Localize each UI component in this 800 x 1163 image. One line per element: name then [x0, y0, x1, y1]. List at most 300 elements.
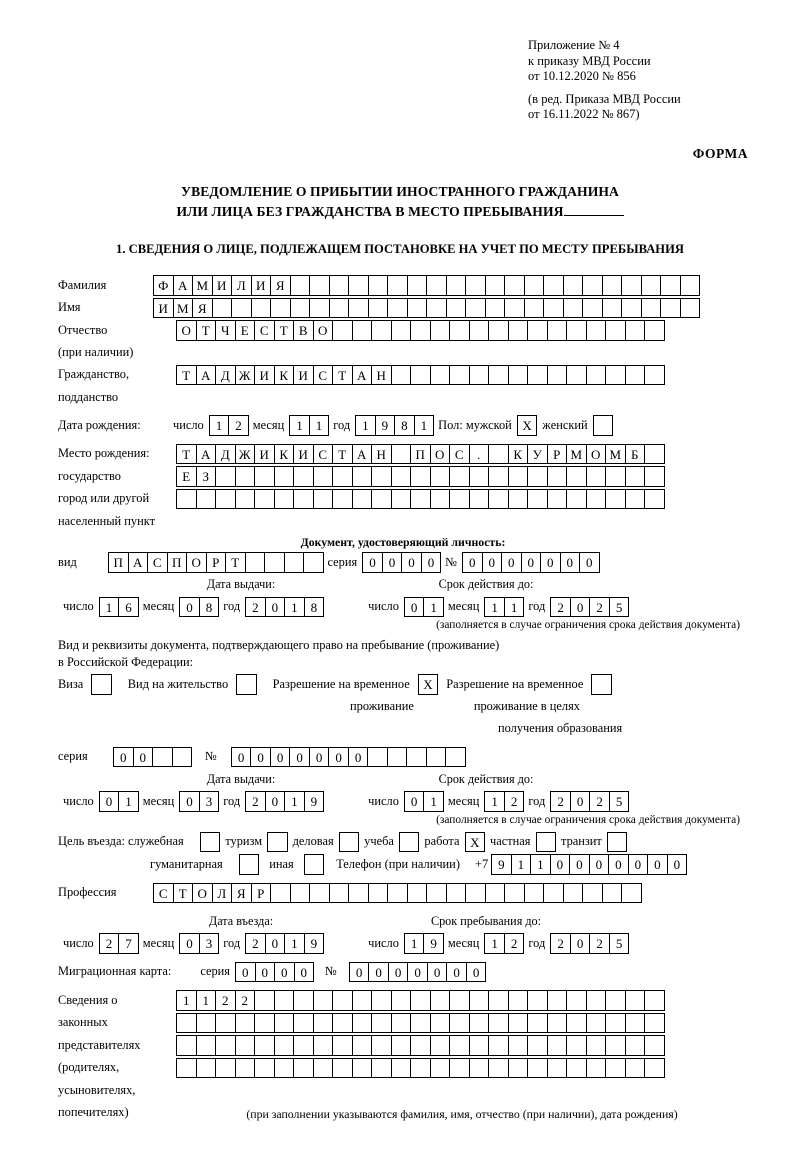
input-cell[interactable]: [274, 489, 295, 510]
input-cell[interactable]: [508, 1013, 529, 1034]
input-cell[interactable]: [543, 883, 564, 904]
input-cell[interactable]: [547, 1035, 568, 1056]
input-cell[interactable]: [660, 298, 681, 319]
input-cell[interactable]: [303, 552, 324, 573]
birthplace-input-row1[interactable]: [176, 444, 664, 465]
input-cell[interactable]: [410, 489, 431, 510]
input-cell[interactable]: 2: [215, 990, 236, 1011]
input-cell[interactable]: 1: [284, 597, 305, 618]
input-cell[interactable]: М: [192, 275, 213, 296]
input-cell[interactable]: О: [313, 320, 334, 341]
input-cell[interactable]: [547, 1013, 568, 1034]
edu-residence-checkbox[interactable]: [591, 674, 612, 695]
input-cell[interactable]: [644, 990, 665, 1011]
input-cell[interactable]: [410, 365, 431, 386]
doc-valid-day-input[interactable]: [404, 597, 443, 618]
input-cell[interactable]: [504, 883, 525, 904]
input-cell[interactable]: 0: [427, 962, 448, 983]
permit-issue-year-input[interactable]: [245, 791, 323, 812]
input-cell[interactable]: П: [108, 552, 129, 573]
input-cell[interactable]: [547, 320, 568, 341]
permit-issue-day-input[interactable]: [99, 791, 138, 812]
input-cell[interactable]: 2: [589, 597, 610, 618]
input-cell[interactable]: С: [254, 320, 275, 341]
input-cell[interactable]: А: [173, 275, 194, 296]
input-cell[interactable]: Ф: [153, 275, 174, 296]
input-cell[interactable]: [469, 1013, 490, 1034]
input-cell[interactable]: К: [274, 365, 295, 386]
input-cell[interactable]: [254, 1058, 275, 1079]
input-cell[interactable]: 1: [289, 415, 310, 436]
input-cell[interactable]: 1: [423, 791, 444, 812]
purpose-official-checkbox[interactable]: [200, 832, 221, 853]
input-cell[interactable]: 0: [250, 747, 271, 768]
input-cell[interactable]: [430, 466, 451, 487]
input-cell[interactable]: [469, 320, 490, 341]
input-cell[interactable]: 5: [609, 597, 630, 618]
input-cell[interactable]: 1: [484, 933, 505, 954]
input-cell[interactable]: 9: [375, 415, 396, 436]
input-cell[interactable]: [527, 1058, 548, 1079]
input-cell[interactable]: Т: [274, 320, 295, 341]
input-cell[interactable]: [391, 1058, 412, 1079]
input-cell[interactable]: 0: [570, 791, 591, 812]
input-cell[interactable]: [410, 1013, 431, 1034]
mc-number-input[interactable]: [349, 962, 486, 983]
input-cell[interactable]: [215, 1035, 236, 1056]
input-cell[interactable]: [215, 489, 236, 510]
input-cell[interactable]: 0: [388, 962, 409, 983]
input-cell[interactable]: [488, 320, 509, 341]
input-cell[interactable]: [410, 466, 431, 487]
input-cell[interactable]: [329, 298, 350, 319]
input-cell[interactable]: [391, 466, 412, 487]
input-cell[interactable]: 2: [550, 933, 571, 954]
input-cell[interactable]: [254, 466, 275, 487]
input-cell[interactable]: [430, 1058, 451, 1079]
input-cell[interactable]: [371, 990, 392, 1011]
doc-series-input[interactable]: [362, 552, 440, 573]
input-cell[interactable]: [621, 298, 642, 319]
input-cell[interactable]: [644, 1058, 665, 1079]
input-cell[interactable]: [446, 883, 467, 904]
doc-number-input[interactable]: [462, 552, 599, 573]
input-cell[interactable]: [586, 320, 607, 341]
input-cell[interactable]: [235, 466, 256, 487]
input-cell[interactable]: [488, 990, 509, 1011]
input-cell[interactable]: 0: [113, 747, 134, 768]
input-cell[interactable]: [215, 1013, 236, 1034]
input-cell[interactable]: [527, 1013, 548, 1034]
input-cell[interactable]: 1: [423, 597, 444, 618]
input-cell[interactable]: [196, 1058, 217, 1079]
stay-year-input[interactable]: [550, 933, 628, 954]
input-cell[interactable]: С: [449, 444, 470, 465]
input-cell[interactable]: [313, 1035, 334, 1056]
input-cell[interactable]: 0: [404, 597, 425, 618]
input-cell[interactable]: [410, 1058, 431, 1079]
input-cell[interactable]: 3: [199, 933, 220, 954]
input-cell[interactable]: [605, 1013, 626, 1034]
input-cell[interactable]: Ж: [235, 365, 256, 386]
input-cell[interactable]: А: [196, 365, 217, 386]
visa-checkbox[interactable]: [91, 674, 112, 695]
input-cell[interactable]: [235, 1058, 256, 1079]
input-cell[interactable]: Я: [231, 883, 252, 904]
input-cell[interactable]: [625, 320, 646, 341]
input-cell[interactable]: [508, 1035, 529, 1056]
input-cell[interactable]: [465, 275, 486, 296]
input-cell[interactable]: [488, 1058, 509, 1079]
entry-month-input[interactable]: [179, 933, 218, 954]
input-cell[interactable]: [527, 1035, 548, 1056]
input-cell[interactable]: 0: [294, 962, 315, 983]
input-cell[interactable]: [290, 883, 311, 904]
input-cell[interactable]: [352, 466, 373, 487]
input-cell[interactable]: [524, 275, 545, 296]
temp-residence-checkbox[interactable]: X: [418, 674, 439, 695]
input-cell[interactable]: 0: [231, 747, 252, 768]
input-cell[interactable]: 0: [540, 552, 561, 573]
input-cell[interactable]: [309, 275, 330, 296]
sex-male-checkbox[interactable]: X: [517, 415, 538, 436]
input-cell[interactable]: П: [167, 552, 188, 573]
input-cell[interactable]: [254, 1013, 275, 1034]
input-cell[interactable]: 0: [349, 962, 370, 983]
permit-series-input[interactable]: [113, 747, 191, 768]
input-cell[interactable]: 2: [99, 933, 120, 954]
purpose-humanitarian-checkbox[interactable]: [239, 854, 260, 875]
input-cell[interactable]: [488, 1013, 509, 1034]
input-cell[interactable]: 1: [404, 933, 425, 954]
doc-issue-year-input[interactable]: [245, 597, 323, 618]
input-cell[interactable]: 2: [504, 791, 525, 812]
input-cell[interactable]: [426, 298, 447, 319]
input-cell[interactable]: 0: [667, 854, 688, 875]
input-cell[interactable]: [293, 1013, 314, 1034]
entry-day-input[interactable]: [99, 933, 138, 954]
input-cell[interactable]: [387, 883, 408, 904]
input-cell[interactable]: [586, 489, 607, 510]
purpose-study-checkbox[interactable]: [399, 832, 420, 853]
input-cell[interactable]: [680, 298, 701, 319]
input-cell[interactable]: Е: [235, 320, 256, 341]
input-cell[interactable]: [387, 298, 408, 319]
input-cell[interactable]: 2: [504, 933, 525, 954]
input-cell[interactable]: П: [410, 444, 431, 465]
input-cell[interactable]: [274, 466, 295, 487]
input-cell[interactable]: [352, 320, 373, 341]
input-cell[interactable]: 0: [628, 854, 649, 875]
input-cell[interactable]: [215, 1058, 236, 1079]
input-cell[interactable]: 3: [199, 791, 220, 812]
input-cell[interactable]: [527, 320, 548, 341]
input-cell[interactable]: [449, 466, 470, 487]
input-cell[interactable]: [566, 1035, 587, 1056]
input-cell[interactable]: 1: [511, 854, 532, 875]
input-cell[interactable]: К: [508, 444, 529, 465]
input-cell[interactable]: И: [153, 298, 174, 319]
input-cell[interactable]: Р: [547, 444, 568, 465]
input-cell[interactable]: 9: [304, 933, 325, 954]
input-cell[interactable]: [625, 1013, 646, 1034]
input-cell[interactable]: [235, 489, 256, 510]
input-cell[interactable]: [245, 552, 266, 573]
input-cell[interactable]: [332, 1013, 353, 1034]
input-cell[interactable]: [508, 990, 529, 1011]
input-cell[interactable]: [264, 552, 285, 573]
input-cell[interactable]: [504, 275, 525, 296]
input-cell[interactable]: [387, 275, 408, 296]
input-cell[interactable]: Б: [625, 444, 646, 465]
input-cell[interactable]: [543, 298, 564, 319]
input-cell[interactable]: Т: [225, 552, 246, 573]
input-cell[interactable]: Ч: [215, 320, 236, 341]
input-cell[interactable]: [367, 747, 388, 768]
input-cell[interactable]: 2: [550, 597, 571, 618]
input-cell[interactable]: [270, 883, 291, 904]
input-cell[interactable]: [449, 1058, 470, 1079]
input-cell[interactable]: [508, 466, 529, 487]
input-cell[interactable]: 1: [99, 597, 120, 618]
input-cell[interactable]: 9: [304, 791, 325, 812]
input-cell[interactable]: [391, 489, 412, 510]
input-cell[interactable]: [586, 365, 607, 386]
input-cell[interactable]: [543, 275, 564, 296]
input-cell[interactable]: [644, 444, 665, 465]
name-input[interactable]: [153, 298, 699, 319]
input-cell[interactable]: 0: [569, 854, 590, 875]
input-cell[interactable]: [176, 489, 197, 510]
input-cell[interactable]: [449, 1035, 470, 1056]
input-cell[interactable]: 9: [423, 933, 444, 954]
purpose-transit-checkbox[interactable]: [607, 832, 628, 853]
input-cell[interactable]: [152, 747, 173, 768]
input-cell[interactable]: [332, 466, 353, 487]
input-cell[interactable]: Н: [371, 444, 392, 465]
input-cell[interactable]: [602, 275, 623, 296]
input-cell[interactable]: [605, 990, 626, 1011]
input-cell[interactable]: 0: [309, 747, 330, 768]
permit-issue-month-input[interactable]: [179, 791, 218, 812]
input-cell[interactable]: [254, 990, 275, 1011]
input-cell[interactable]: 0: [579, 552, 600, 573]
input-cell[interactable]: [566, 320, 587, 341]
input-cell[interactable]: [391, 1035, 412, 1056]
purpose-private-checkbox[interactable]: [536, 832, 557, 853]
input-cell[interactable]: 0: [289, 747, 310, 768]
input-cell[interactable]: [605, 320, 626, 341]
birthplace-input-row2[interactable]: [176, 466, 664, 487]
input-cell[interactable]: С: [313, 365, 334, 386]
birth-month-input[interactable]: [289, 415, 328, 436]
input-cell[interactable]: [274, 1035, 295, 1056]
input-cell[interactable]: [508, 365, 529, 386]
input-cell[interactable]: [621, 883, 642, 904]
birthplace-input-row3[interactable]: [176, 489, 664, 510]
input-cell[interactable]: [527, 466, 548, 487]
input-cell[interactable]: А: [352, 444, 373, 465]
input-cell[interactable]: 1: [355, 415, 376, 436]
doc-type-input[interactable]: [108, 552, 323, 573]
input-cell[interactable]: У: [527, 444, 548, 465]
input-cell[interactable]: [176, 1035, 197, 1056]
input-cell[interactable]: [566, 990, 587, 1011]
birth-year-input[interactable]: [355, 415, 433, 436]
purpose-tourism-checkbox[interactable]: [267, 832, 288, 853]
input-cell[interactable]: Т: [173, 883, 194, 904]
input-cell[interactable]: [254, 489, 275, 510]
input-cell[interactable]: [293, 466, 314, 487]
input-cell[interactable]: 2: [235, 990, 256, 1011]
input-cell[interactable]: М: [173, 298, 194, 319]
input-cell[interactable]: [391, 365, 412, 386]
input-cell[interactable]: А: [196, 444, 217, 465]
input-cell[interactable]: [602, 883, 623, 904]
input-cell[interactable]: [547, 365, 568, 386]
input-cell[interactable]: К: [274, 444, 295, 465]
input-cell[interactable]: С: [313, 444, 334, 465]
input-cell[interactable]: [352, 489, 373, 510]
input-cell[interactable]: [430, 489, 451, 510]
input-cell[interactable]: [586, 466, 607, 487]
input-cell[interactable]: [196, 489, 217, 510]
input-cell[interactable]: 6: [118, 597, 139, 618]
input-cell[interactable]: [566, 1013, 587, 1034]
input-cell[interactable]: [582, 883, 603, 904]
input-cell[interactable]: 2: [550, 791, 571, 812]
purpose-other-checkbox[interactable]: [304, 854, 325, 875]
input-cell[interactable]: [348, 275, 369, 296]
input-cell[interactable]: [313, 1013, 334, 1034]
input-cell[interactable]: [488, 444, 509, 465]
input-cell[interactable]: [293, 489, 314, 510]
input-cell[interactable]: 0: [368, 962, 389, 983]
input-cell[interactable]: [680, 275, 701, 296]
input-cell[interactable]: 0: [255, 962, 276, 983]
input-cell[interactable]: [488, 466, 509, 487]
input-cell[interactable]: 0: [647, 854, 668, 875]
input-cell[interactable]: [391, 320, 412, 341]
input-cell[interactable]: [371, 1013, 392, 1034]
input-cell[interactable]: [469, 1035, 490, 1056]
input-cell[interactable]: 0: [560, 552, 581, 573]
input-cell[interactable]: [485, 275, 506, 296]
input-cell[interactable]: [348, 883, 369, 904]
input-cell[interactable]: 8: [199, 597, 220, 618]
input-cell[interactable]: 0: [404, 791, 425, 812]
input-cell[interactable]: [469, 1058, 490, 1079]
input-cell[interactable]: [445, 747, 466, 768]
input-cell[interactable]: [449, 489, 470, 510]
input-cell[interactable]: О: [176, 320, 197, 341]
input-cell[interactable]: И: [254, 365, 275, 386]
input-cell[interactable]: [371, 489, 392, 510]
input-cell[interactable]: Я: [270, 275, 291, 296]
input-cell[interactable]: 2: [228, 415, 249, 436]
input-cell[interactable]: [251, 298, 272, 319]
legal-rep-input-3[interactable]: [176, 1035, 664, 1056]
input-cell[interactable]: И: [293, 444, 314, 465]
input-cell[interactable]: [605, 365, 626, 386]
input-cell[interactable]: [586, 1058, 607, 1079]
input-cell[interactable]: И: [251, 275, 272, 296]
input-cell[interactable]: [391, 990, 412, 1011]
input-cell[interactable]: [586, 1013, 607, 1034]
input-cell[interactable]: [368, 298, 389, 319]
input-cell[interactable]: [446, 298, 467, 319]
stay-day-input[interactable]: [404, 933, 443, 954]
input-cell[interactable]: [469, 466, 490, 487]
mc-series-input[interactable]: [235, 962, 313, 983]
input-cell[interactable]: Л: [212, 883, 233, 904]
input-cell[interactable]: [527, 365, 548, 386]
input-cell[interactable]: [508, 489, 529, 510]
input-cell[interactable]: [547, 466, 568, 487]
input-cell[interactable]: [469, 365, 490, 386]
doc-issue-day-input[interactable]: [99, 597, 138, 618]
legal-rep-input-1[interactable]: [176, 990, 664, 1011]
input-cell[interactable]: 5: [609, 791, 630, 812]
input-cell[interactable]: 5: [609, 933, 630, 954]
input-cell[interactable]: [274, 1013, 295, 1034]
input-cell[interactable]: [176, 1058, 197, 1079]
input-cell[interactable]: С: [147, 552, 168, 573]
input-cell[interactable]: В: [293, 320, 314, 341]
surname-input[interactable]: [153, 275, 699, 296]
input-cell[interactable]: [508, 1058, 529, 1079]
input-cell[interactable]: [371, 320, 392, 341]
input-cell[interactable]: [563, 883, 584, 904]
input-cell[interactable]: 0: [521, 552, 542, 573]
permit-number-input[interactable]: [231, 747, 465, 768]
input-cell[interactable]: А: [128, 552, 149, 573]
input-cell[interactable]: [212, 298, 233, 319]
input-cell[interactable]: 1: [309, 415, 330, 436]
input-cell[interactable]: [605, 466, 626, 487]
input-cell[interactable]: 0: [570, 933, 591, 954]
input-cell[interactable]: Я: [192, 298, 213, 319]
input-cell[interactable]: [332, 489, 353, 510]
input-cell[interactable]: [465, 883, 486, 904]
input-cell[interactable]: [235, 1013, 256, 1034]
input-cell[interactable]: [332, 320, 353, 341]
input-cell[interactable]: [391, 444, 412, 465]
input-cell[interactable]: [290, 298, 311, 319]
input-cell[interactable]: 0: [501, 552, 522, 573]
input-cell[interactable]: О: [430, 444, 451, 465]
input-cell[interactable]: 2: [245, 791, 266, 812]
input-cell[interactable]: [410, 1035, 431, 1056]
input-cell[interactable]: 2: [245, 933, 266, 954]
input-cell[interactable]: [469, 990, 490, 1011]
input-cell[interactable]: [352, 1035, 373, 1056]
input-cell[interactable]: [488, 365, 509, 386]
input-cell[interactable]: [527, 489, 548, 510]
input-cell[interactable]: Н: [371, 365, 392, 386]
input-cell[interactable]: 0: [466, 962, 487, 983]
input-cell[interactable]: [625, 1058, 646, 1079]
input-cell[interactable]: Д: [215, 444, 236, 465]
input-cell[interactable]: [231, 298, 252, 319]
input-cell[interactable]: [293, 1058, 314, 1079]
entry-year-input[interactable]: [245, 933, 323, 954]
input-cell[interactable]: [293, 1035, 314, 1056]
doc-valid-year-input[interactable]: [550, 597, 628, 618]
input-cell[interactable]: 9: [491, 854, 512, 875]
input-cell[interactable]: [449, 1013, 470, 1034]
input-cell[interactable]: [215, 466, 236, 487]
